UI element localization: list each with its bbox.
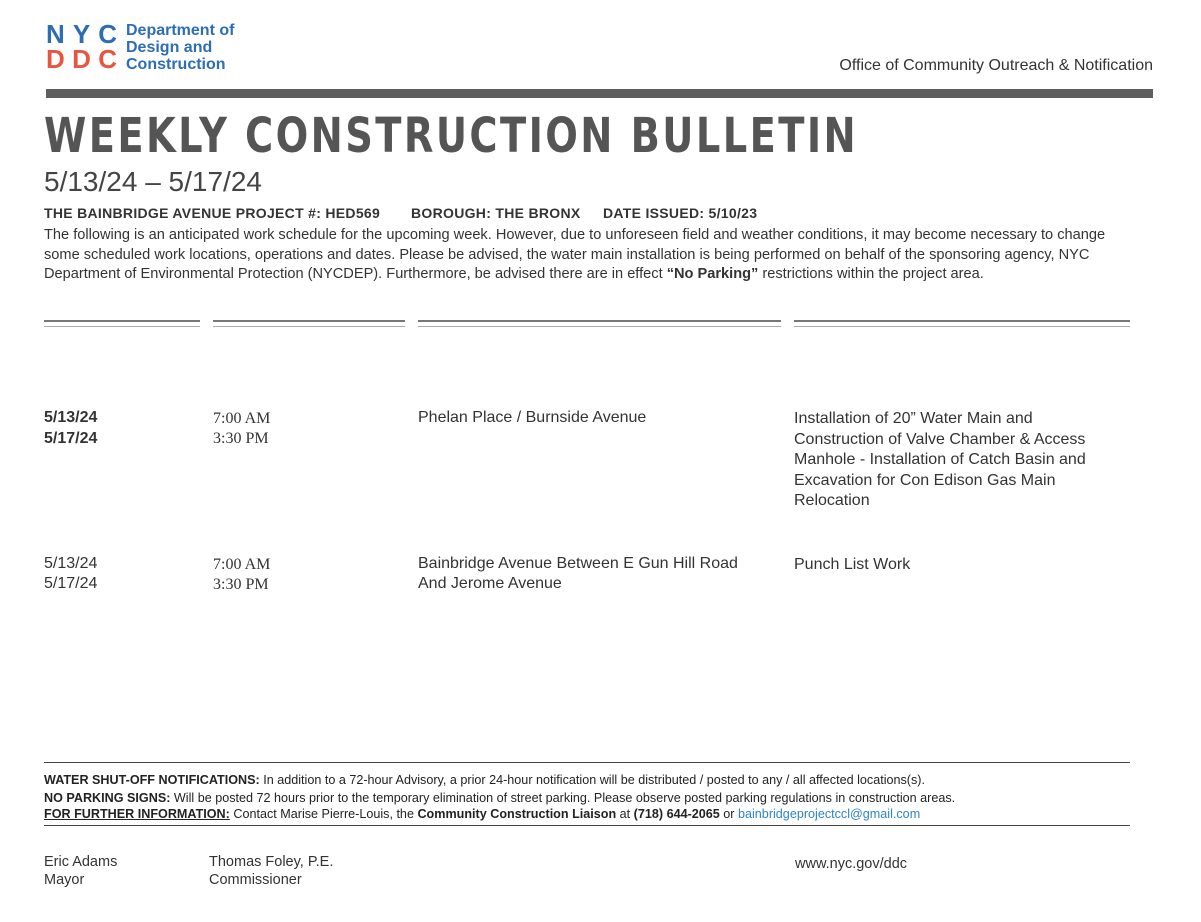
bulletin-title: WEEKLY CONSTRUCTION BULLETIN [44,108,859,164]
column-rule-location [418,320,781,327]
intro-paragraph [44,226,1119,285]
liaison-email-link[interactable]: bainbridgeprojectccl@gmail.com [738,807,921,821]
nyc-ddc-logo [46,22,118,70]
row1-location: Phelan Place / Burnside Avenue [418,409,647,426]
row1-end-date: 5/17/24 [44,430,98,447]
intro-text-end: restrictions within the project area. [758,266,984,283]
row1-start-date: 5/13/24 [44,409,98,426]
header-rule [46,89,1153,98]
water-shutoff-notice [44,773,925,787]
mayor-title: Mayor [44,872,85,888]
date-issued: DATE ISSUED: 5/10/23 [603,205,758,221]
notices-top-rule [44,762,1130,763]
no-parking-text: Will be posted 72 hours prior to the temporary elimination of street parking. Please observe posted parking regulations in construction areas. [170,791,956,805]
bulletin-date-range: 5/13/24 – 5/17/24 [44,166,262,197]
org-name [126,22,234,73]
commissioner-block [209,853,333,889]
org-line-2: Design and [126,39,213,56]
column-rule-date [44,320,200,327]
no-parking-notice [44,791,955,805]
column-rule-time [213,320,405,327]
mayor-name: Eric Adams [44,854,118,870]
commissioner-name: Thomas Foley, P.E. [209,854,334,870]
row2-location-line2: And Jerome Avenue [418,575,562,592]
row1-start-time: 7:00 AM [213,410,271,427]
row2-location-line1: Bainbridge Avenue Between E Gun Hill Road [418,555,738,572]
borough: BOROUGH: THE BRONX [411,205,581,221]
office-name: Office of Community Outreach & Notification [839,57,1153,74]
logo-bottom-text: DDC [46,44,116,70]
row2-end-time: 3:30 PM [213,576,269,593]
org-line-1: Department of [126,22,235,39]
further-info-at: at [616,807,634,821]
no-parking-label: NO PARKING SIGNS: [44,791,171,805]
mayor-block [44,853,117,889]
website-link[interactable]: www.nyc.gov/ddc [795,856,908,872]
water-shutoff-text: In addition to a 72-hour Advisory, a prior 24-hour notification will be distributed / posted to any / all affected locations(s). [259,773,925,787]
water-shutoff-label: WATER SHUT-OFF NOTIFICATIONS: [44,773,260,787]
further-info-label: FOR FURTHER INFORMATION: [44,807,230,821]
intro-text: The following is an anticipated work schedule for the upcoming week. However, due to unforeseen field and weather conditions, it may become necessary to change some scheduled work locations, operations and dates. Please be advised, the water main installation is being performed on behalf of the sponsoring agency, NYC Department of Environmental Protection (NYCDEP). Furthermore, be advised there are in effect [44,227,1106,283]
row2-end-date: 5/17/24 [44,575,98,592]
row2-start-date: 5/13/24 [44,555,98,572]
row1-end-time: 3:30 PM [213,430,269,447]
notices-bottom-rule [44,825,1130,826]
intro-no-parking: “No Parking” [666,266,759,283]
nyc-ddc-logo-mark [46,22,118,70]
further-info-notice [44,807,920,821]
column-rule-work [794,320,1130,327]
further-info-text: Contact Marise Pierre-Louis, the [229,807,418,821]
project-number: THE BAINBRIDGE AVENUE PROJECT #: HED569 [44,205,381,221]
further-info-or: or [719,807,738,821]
commissioner-title: Commissioner [209,872,302,888]
liaison-label: Community Construction Liaison [417,807,617,821]
row1-work: Installation of 20” Water Main and Construction of Valve Chamber & Access Manhole - Installation of Catch Basin and Excavation for Con Edison Gas Main Relocation [794,410,1086,509]
liaison-phone: (718) 644-2065 [633,807,720,821]
row2-start-time: 7:00 AM [213,556,271,573]
org-line-3: Construction [126,56,226,73]
row2-work: Punch List Work [794,556,911,573]
logo-top-text: NYC [46,22,116,49]
